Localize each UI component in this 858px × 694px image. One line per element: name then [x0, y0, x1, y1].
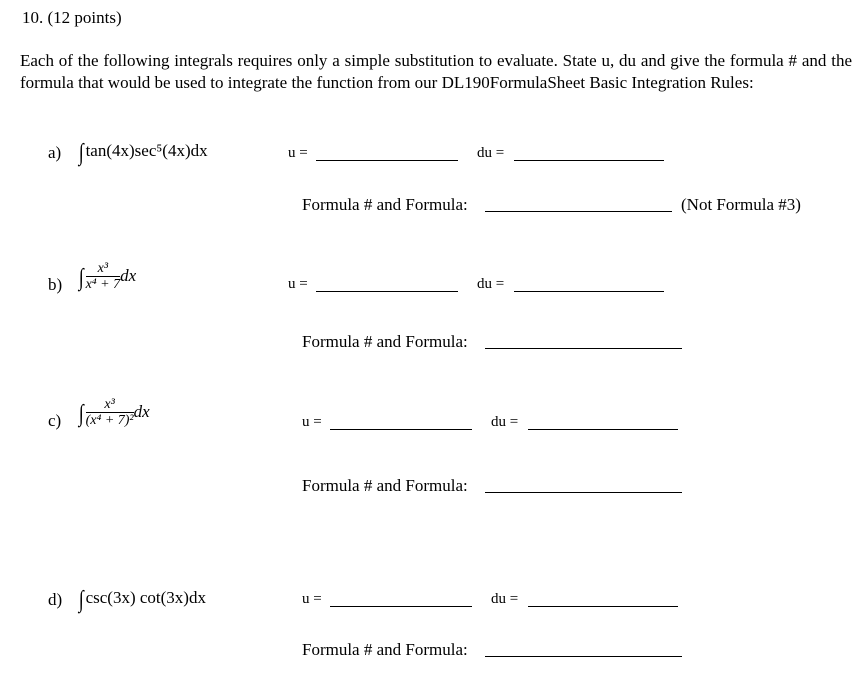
problem-a-integrand: tan(4x)sec⁵(4x)dx	[85, 141, 208, 160]
problem-c-dx: dx	[133, 401, 150, 421]
problem-c-formula-blank[interactable]	[485, 478, 682, 493]
problem-b-dx: dx	[120, 265, 137, 285]
integral-sign-icon: ∫	[78, 264, 84, 291]
problem-a-du-label: du =	[477, 145, 505, 161]
problem-a-u-blank[interactable]	[316, 146, 458, 161]
problem-a-integral	[78, 140, 208, 167]
problem-a-note: (Not Formula #3)	[681, 195, 801, 214]
problem-c-denominator: (x⁴ + 7)²	[85, 413, 134, 428]
problem-c-du-blank[interactable]	[528, 415, 678, 430]
problem-d-u-blank[interactable]	[330, 592, 472, 607]
problem-c-label: c)	[48, 411, 62, 430]
problem-b-formula-blank[interactable]	[485, 334, 682, 349]
problem-b-label: b)	[48, 275, 63, 294]
problem-b-formula-label: Formula # and Formula:	[302, 332, 468, 351]
integral-sign-icon: ∫	[78, 400, 84, 427]
integral-sign-icon: ∫	[78, 140, 84, 166]
problem-d-integral	[78, 587, 206, 614]
problem-b-du-blank[interactable]	[514, 277, 664, 292]
problem-b-integral	[78, 262, 136, 292]
problem-c-integral	[78, 398, 150, 428]
problem-d-integrand: csc(3x) cot(3x)dx	[85, 588, 206, 607]
integral-sign-icon: ∫	[78, 587, 84, 613]
problem-d-du-blank[interactable]	[528, 592, 678, 607]
problem-d-du-label: du =	[491, 591, 519, 607]
problem-b-denominator: x⁴ + 7	[85, 277, 121, 292]
problem-a-formula-blank[interactable]	[485, 197, 672, 212]
problem-a-label: a)	[48, 143, 62, 162]
problem-c-fraction	[86, 398, 134, 428]
problem-b-u-label: u =	[288, 276, 308, 292]
problem-c-formula-label: Formula # and Formula:	[302, 476, 468, 495]
problem-b-du-label: du =	[477, 276, 505, 292]
instructions-text: Each of the following integrals requires only a simple substitution to evaluate. State u, du and give the formula # and the formula that would be used to integrate the function from our DL190FormulaSheet Basic Integration Rules:	[20, 51, 852, 92]
problem-c-numerator: x³	[104, 397, 115, 412]
problem-d-u-label: u =	[302, 591, 322, 607]
problem-d-formula-blank[interactable]	[485, 642, 682, 657]
problem-b-u-blank[interactable]	[316, 277, 458, 292]
problem-d-label: d)	[48, 590, 63, 609]
problem-a-formula-label: Formula # and Formula:	[302, 195, 468, 214]
problem-a-du-blank[interactable]	[514, 146, 664, 161]
problem-d-formula-label: Formula # and Formula:	[302, 640, 468, 659]
problem-c-u-label: u =	[302, 414, 322, 430]
problem-b-numerator: x³	[97, 261, 109, 276]
problem-c-du-label: du =	[491, 414, 519, 430]
problem-c-u-blank[interactable]	[330, 415, 472, 430]
question-header: 10. (12 points)	[22, 8, 122, 27]
problem-a-u-label: u =	[288, 145, 308, 161]
problem-b-fraction	[86, 262, 121, 292]
